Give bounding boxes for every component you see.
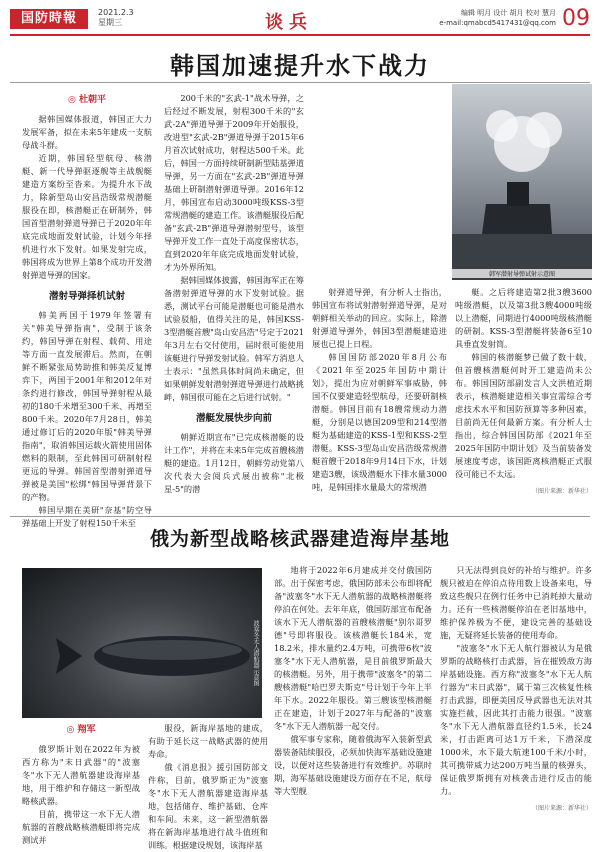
paragraph: 据韩国媒体披露，韩国海军正在筹备潜射弹道导弹的水下发射试验。据悉，测试平台可能是潜艇也可能是潜水试验驳船，值得关注的是，韩国KSS-3型潜艇首艘"岛山安昌浩"号定于2021年3月左右交付使用，届时很可能使用该艇进行导弹发射试验。韩军方消息人士表示："虽然具体时间尚未确定，但如果朝鲜发射潜射弹道导弹进行战略挑衅，韩国很可能在之后进行试射。" — [164, 275, 305, 402]
paragraph: 韩美两国于1979年签署有关"韩美导弹指南"，受制于该条约，韩国导弹在射程、载荷、用途等方面一直发展滞后。然而，在朝鲜不断紧张局势助推和韩美反复博弈下，两国于2001年和2012年对条约进行修改，韩国导弹射程从最初的180千米增至300千米、再增至800千米。2020年7月28日，韩美通过修订后的2020年版"韩美导弹指南"，取消韩国运载火箭使用固体燃料的限制，至此韩国可研制射程更远的导弹。韩国首型潜射弹道导弹被是美国"松绑"韩国导弹背景下的产物。 — [22, 310, 152, 502]
paragraph: 只无法得到良好的补给与维护。许多舰只被迫在停泊点待用数上设备来电，导致这些舰只在例行任务中已消耗掉大量动力。还有一些核潜艇停泊在老旧基地中，维护保养极为不便，建设完善的基础设施，无疑将延长装备的使用寿命。 — [440, 565, 592, 640]
date-line: 2021.2.3 — [98, 8, 134, 17]
masthead — [10, 6, 590, 36]
editors-line: 编辑 明月 设计 胡月 校对 慧月 — [460, 9, 556, 17]
paragraph: 俄军事专家称，随着俄海军入装新型武器装备陆续服役，必须加快海军基础设施建设，以便对这些装备进行有效维护。苏联时期，海军基础设施建设方面存在不足，航母等大型舰 — [274, 734, 432, 796]
article1-column-3 — [312, 286, 447, 512]
submarine-launch-photo — [452, 84, 592, 280]
article1-column-4 — [455, 286, 592, 512]
paragraph: 目前，携带这一水下无人潜航器的首艘战略核潜艇即将完成测试并 — [22, 809, 140, 845]
issue-date — [98, 8, 134, 28]
paragraph: "波塞冬"水下无人航行器被认为是俄罗斯的战略核打击武器，旨在摧毁敌方海岸基础设施。西方称"波塞冬"水下无人航行器为"末日武器"，属于第三次核复性核打击武器，即便美国反导武器也无法对其实施拦截，因此其打击能力很强。"波塞冬"水下无人潜航器直径约1.5米，长24米，打击距离可达1万千米，下潜深度1000米，水下最大航速100千米/小时，其可携带威力达200万吨当量的核弹头，保证俄罗斯拥有对核袭击进行反击的能力。 — [440, 643, 592, 796]
paragraph: 韩国国防部2020年8月公布《2021年至2025年国防中期计划》，提出为应对朝鲜军事威胁，韩国不仅要建造轻型航母，还要研制核潜艇。韩国目前有18艘常规动力潜艇，分别是以德国209型和214型潜艇为基础建造的KSS-1型和KSS-2型潜艇。KSS-3型岛山安昌浩级常规潜艇首艘于2018年9月14日下水，计划建造3艘，该级潜艇水下排水量3000吨，是韩国排水量最大的常规潜 — [312, 352, 447, 492]
paragraph: 朝鲜近期宣布"已完成核潜艇的设计工作"，并将在未来5年完成首艘核潜艇的建造。1月12日，朝鲜劳动党第八次代表大会阅兵式展出被称"北极星-5"的潜 — [164, 432, 304, 494]
divider — [10, 82, 590, 83]
email-line: e-mail:qmabcd5417431@qq.com — [439, 19, 556, 27]
submarine-illustration — [452, 84, 592, 280]
poseidon-photo — [22, 568, 262, 718]
photo-caption: 韩军潜射导弹试射示意图 — [452, 269, 592, 278]
article2-column-2 — [148, 722, 268, 850]
article1-title: 韩国加速提升水下战力 — [170, 52, 430, 80]
paragraph: 俄罗斯计划在2022年为被西方称为"末日武器"的"波塞冬"水下无人潜航器建设海岸基地，用于维护和存储这一新型战略核武器。 — [22, 744, 140, 806]
article2-title: 俄为新型战略核武器建造海岸基地 — [149, 528, 450, 550]
photo-credit: （图片来源：新华社） — [531, 805, 592, 812]
page-number: 09 — [562, 6, 590, 31]
paragraph: 射弹道导弹，有分析人士指出，韩国宣布将试射潜射弹道导弹，是对朝鲜相关举动的回应。实际上，除潜射弹道导弹外，韩国3型潜艇建造进展也已提上日程。 — [312, 287, 447, 349]
paragraph: 近期，韩国轻型航母、核潜艇、新一代导弹驱逐舰等主战舰艇建造方案纷至沓来。为提升水下战力，除新型岛山安昌浩级常规潜艇服役在即，核潜艇正在研制外，韩国首型潜射弹道导弹已于2020年年底完成地面发射试验，计划今年择机进行水下发射。如果发射完成，韩国将成为世界上第8个成功开发潜射弹道导弹的国家。 — [22, 153, 152, 280]
paragraph: 韩国早期在美研"奈基"防空导弹基础上开发了射程150千米至 — [22, 505, 152, 528]
article1-byline: ◎ 杜朝平 — [68, 95, 106, 105]
paragraph: 服役，新海岸基地的建成，有助于延长这一战略武器的使用寿命。 — [148, 723, 268, 759]
photo-credit: （图片来源：新华社） — [531, 488, 592, 495]
torpedo-illustration — [22, 568, 262, 718]
divider — [10, 516, 590, 517]
newspaper-logo: 国防時報 — [10, 9, 88, 29]
subheading: 潜射导弹择机试射 — [48, 291, 125, 302]
article2-column-1 — [22, 722, 140, 845]
paragraph: 据韩国媒体报道，韩国正大力发展军备，拟在未来5年建成一支航母战斗群。 — [22, 114, 152, 150]
paragraph: 俄《消息报》援引国防部文件称，目前，俄罗斯正为"波塞冬"水下无人潜航器建造海岸基地，包括储存、维护基础、仓库和车间。未来，这一新型潜航器将在新海岸基地进行战斗值班和训练。根据建设规划，该海岸基 — [148, 762, 268, 850]
photo-caption: 波塞冬无人潜航器示意图 — [252, 620, 259, 686]
article1-column-2 — [164, 92, 304, 512]
article2-byline: ◎ 翔军 — [66, 725, 96, 735]
article2-column-3 — [274, 564, 432, 822]
subheading: 潜艇发展快步向前 — [195, 413, 272, 424]
article2-column-4 — [440, 564, 592, 822]
editors-info — [439, 8, 556, 28]
paragraph: 韩国的核潜艇梦已做了数十载，但首艘核潜艇何时开工建造尚未公布。韩国国防部副发言人文洪植近期表示，核潜艇建造相关事宜需综合考虑技术水平和国防预算等多种因素，目前尚无任何最新方案。有分析人士指出，综合韩国国防部《2021年至2025年国防中期计划》及当前装备发展速度考虑，该国距离核潜艇正式服役可能已不太远。 — [455, 352, 592, 479]
weekday: 星期三 — [98, 18, 122, 27]
paragraph: 艇。之后将建造第2批3艘3600吨级潜艇，以及第3批3艘4000吨级以上潜艇，同期进行4000吨级核潜艇的研制。KSS-3型潜艇将装备6至10具垂直发射筒。 — [455, 287, 592, 349]
section-title: 谈兵 — [265, 12, 313, 33]
paragraph: 地将于2022年6月建成并交付俄国防部。出于保密考虑，俄国防部未公布即将配备"波塞冬"水下无人潜航器的战略核潜艇将停泊在何处。去年年底，俄国防部宣布配备该水下无人潜航器的首艘核潜艇"别尔哥罗德"号即将服役。该核潜艇长184米，宽18.2米，排水量约2.4万吨，可携带6枚"波塞冬"水下无人潜航器，是目前俄罗斯最大的核潜艇。另外，用于携带"波塞冬"的第二艘核潜艇"哈巴罗夫斯克"号计划于今年上半年下水。2022年服役。第三艘该型核潜艇正在建造，计划于2027年与配备的"波塞冬"水下无人潜航器一起交付。 — [274, 565, 432, 731]
paragraph: 200千米的"玄武-1"战术导弹，之后经过不断发展，射程300千米的"玄武-2A"弹道导弹于2009年开始服役，改进型"玄武-2B"弹道导弹于2015年6月首次试射成功，射程达500千米。此后，韩国一方面持续研制新型陆基弹道导弹，另一方面在"玄武-2B"弹道导弹基础上研制潜射弹道导弹。2016年12月，韩国宣布启动3000吨级KSS-3型常规潜艇的建造工作。该潜艇服役后配备"玄武-2B"弹道导弹潜射型号，该型导弹开发工作一直处于高度保密状态，直到2020年年底完成地面发射试验，才为外界所知。 — [164, 93, 304, 272]
article1-column-1 — [22, 92, 152, 528]
